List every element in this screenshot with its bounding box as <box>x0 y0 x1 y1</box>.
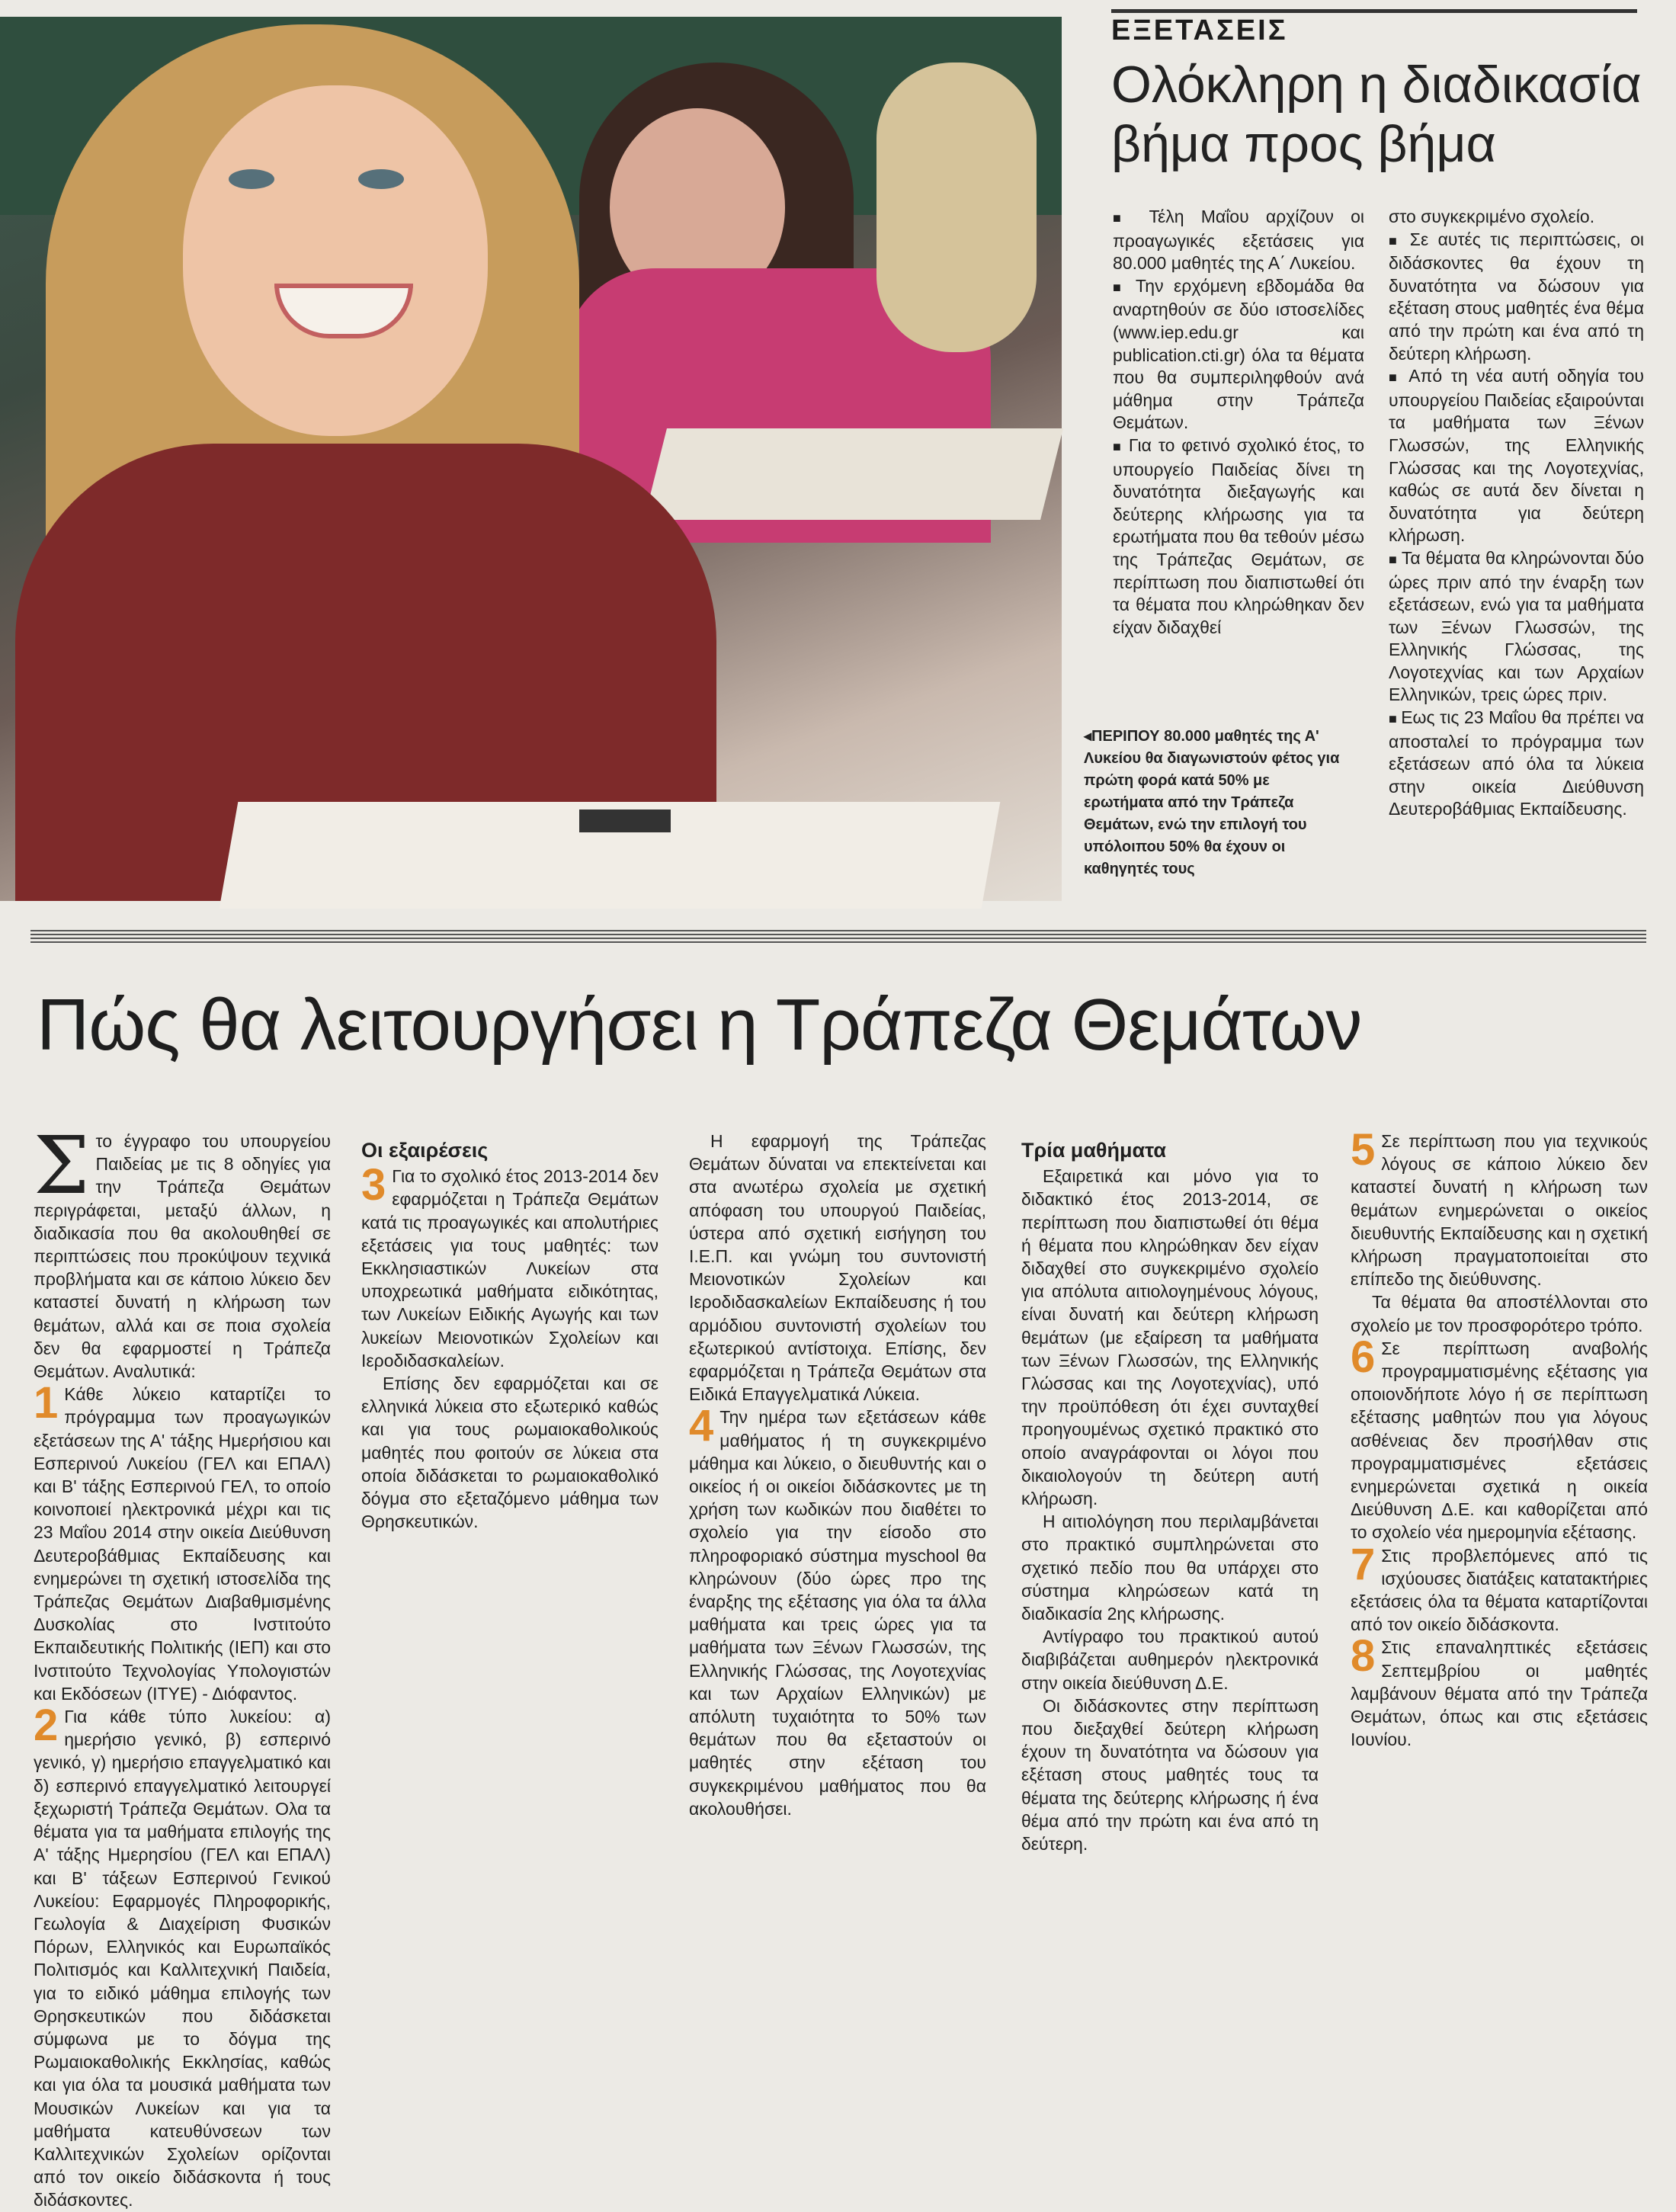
article-column-3 <box>689 1130 986 1938</box>
paragraph: Η αιτιολόγηση που περιλαμβάνεται στο πρακτικό συμπληρώνεται στο σχετικό πεδίο που θα υπάρχει στο σύστημα κληρώσεων κατά τη διαδικασία 2ης κλήρωσης. <box>1021 1512 1319 1624</box>
item-number: 8 <box>1351 1631 1376 1681</box>
article-column-5 <box>1351 1125 1648 1938</box>
item-text: Την ημέρα των εξετάσεων κάθε μαθήματος ή τη συγκεκριμένο μάθημα και λύκειο, ο διευθυντής και ο οικείος ή οι οικείοι διδάσκοντες με τη χρήση των κωδικών που διαθέτει το σχολείο για την είσοδο στο πληροφοριακό σύστημα myschool θα κληρώνουν (δύο ώρες προ της έναρξης της εξέτασης για όλα τα άλλα μαθήματα και τρεις ώρες για τα μαθήματα των Ξένων Γλωσσών, της Ελληνικής Γλώσσας, της Λογοτεχνίας και των Αρχαίων Ελληνικών) με απόλυτη τυχαιότητα το 50% των θεμάτων που θα εξεταστούν οι μαθητές στην εξέταση του συγκεκριμένου μαθήματος που θα ακολουθήσει. <box>689 1407 986 1819</box>
side-bullet: ■ Για το φετινό σχολικό έτος, το υπουργείο Παιδείας δίνει τη δυνατότητα διεξαγωγής και δεύτερης κλήρωσης για τα ερωτήματα που θα τεθούν μέσω της Τράπεζας Θεμάτων, σε περίπτωση που διαπιστωθεί ότι τα θέματα που κληρώθηκαν δεν είχαν διδαχθεί <box>1113 434 1364 639</box>
paragraph: Επίσης δεν εφαρμόζεται και σε ελληνικά λύκεια στο εξωτερικό καθώς και για τους ρωμαιοκαθολικούς μαθητές που φοιτούν σε λύκεια στα οποία διδάσκεται το ρωμαιοκαθολικό δόγμα στο εξεταζόμενο μάθημα των Θρησκευτικών. <box>361 1374 659 1532</box>
main-headline: Πώς θα λειτουργήσει η Τράπεζα Θεμάτων <box>37 984 1362 1066</box>
photo-caption: ◂ ΠΕΡΙΠΟΥ 80.000 μαθητές της Α' Λυκείου θα διαγωνιστούν φέτος για πρώτη φορά κατά 50% με ερωτήματα από την Τράπεζα Θεμάτων, ενώ την επιλογή του υπόλοιπου 50% θα έχουν οι καθηγητές τους <box>1084 726 1343 880</box>
item-number: 7 <box>1351 1539 1376 1589</box>
side-bullet: ■ Την ερχόμενη εβδομάδα θα αναρτηθούν σε δύο ιστοσελίδες (www.iep.edu.gr και publication.cti.gr) όλα τα θέματα που θα συμπεριληφθούν ανά μάθημα στην Τράπεζα Θεμάτων. <box>1113 275 1364 434</box>
paragraph: Αντίγραφο του πρακτικού αυτού διαβιβάζεται αυθημερόν ηλεκτρονικά στην οικεία διεύθυνση Δ.Ε. <box>1021 1627 1319 1693</box>
item-text: Σε περίπτωση που για τεχνικούς λόγους σε κάποιο λύκειο δεν καταστεί δυνατή η κλήρωση των θεμάτων ενημερώνεται ο οικείος διευθυντής Εκπαίδευσης και η σχετική κλήρωση πραγματοποιείται στο επίπεδο της διεύθυνσης. <box>1351 1131 1648 1290</box>
classroom-photo <box>0 17 1062 901</box>
intro-paragraph: το έγγραφο του υπουργείου Παιδείας με τις 8 οδηγίες για την Τράπεζα Θεμάτων περιγράφεται, μεταξύ άλλων, η διαδικασία που θα ακολουθηθεί σε περιπτώσεις που προκύψουν τεχνικά προβλήματα και σε κάποιο λύκειο δεν καταστεί δυνατή η κλήρωση των θεμάτων, αλλά και σε ποια σχολεία δεν θα εφαρμοστεί η Τράπεζα Θεμάτων. Αναλυτικά: <box>34 1131 331 1382</box>
item-number: 6 <box>1351 1332 1376 1382</box>
item-text: Στις προβλεπόμενες από τις ισχύουσες διατάξεις κατατακτήριες εξετάσεις όλα τα θέματα καταρτίζονται από τον οικείο διδάσκοντα. <box>1351 1545 1648 1635</box>
subheading: Τρία μαθήματα <box>1021 1139 1167 1162</box>
subheading: Οι εξαιρέσεις <box>361 1139 489 1162</box>
side-bullet: ■ Τέλη Μαΐου αρχίζουν οι προαγωγικές εξετάσεις για 80.000 μαθητές της Α΄ Λυκείου. <box>1113 206 1364 275</box>
section-kicker: ΕΞΕΤΑΣΕΙΣ <box>1111 9 1637 47</box>
item-text: Για το σχολικό έτος 2013-2014 δεν εφαρμόζεται η Τράπεζα Θεμάτων κατά τις προαγωγικές και απολυτήριες εξετάσεις για τους μαθητές: των Εκκλησιαστικών Λυκείων στα υποχρεωτικά μαθήματα ειδικότητας, των Λυκείων Ειδικής Αγωγής και των λυκείων Μειονοτικών Σχολείων και Ιεροδιδασκαλείων. <box>361 1166 659 1370</box>
side-column-1 <box>1113 206 1364 639</box>
paragraph: Τα θέματα θα αποστέλλονται στο σχολείο με τον προσφορότερο τρόπο. <box>1351 1292 1648 1335</box>
item-number: 5 <box>1351 1125 1376 1175</box>
side-bullet: ■ Σε αυτές τις περιπτώσεις, οι διδάσκοντες θα έχουν τη δυνατότητα να δώσουν για εξέταση στους μαθητές ένα θέμα από την πρώτη και ένα από τη δεύτερη κλήρωση. <box>1389 229 1644 366</box>
side-bullet: ■ Εως τις 23 Μαΐου θα πρέπει να αποσταλεί το πρόγραμμα των εξετάσεων από όλα τα λύκεια στην οικεία Διεύθυνση Δευτεροβάθμιας Εκπαίδευσης. <box>1389 707 1644 821</box>
item-text: Σε περίπτωση αναβολής προγραμματισμένης εξέτασης για οποιονδήποτε λόγο ή σε περίπτωση εξέτασης μαθητών που για λόγους ασθένειας δεν προσήλθαν στις προγραμματισμένες εξετάσεις ενημερώνεται σχετικά η οικεία Διεύθυνση Δ.Ε. και καθορίζεται από το σχολείο νέα ημερομηνία εξέτασης. <box>1351 1338 1648 1543</box>
paragraph: Εξαιρετικά και μόνο για το διδακτικό έτος 2013-2014, σε περίπτωση που διαπιστωθεί ότι θέμα ή θέματα που κληρώθηκαν δεν είχαν διδαχθεί στο συγκεκριμένο σχολείο για απόλυτα αιτιολογημένους λόγους, είναι δυνατή και δεύτερη κλήρωση θεμάτων (με εξαίρεση τα μαθήματα των Ξένων Γλωσσών, της Ελληνικής Γλώσσας και της Λογοτεχνίας), υπό την προϋπόθεση ότι έχει συνταχθεί προηγουμένως σχετικό πρακτικό στο οποίο αναγράφονται οι λόγοι που δικαιολογούν τη δεύτερη αυτή κλήρωση. <box>1021 1166 1319 1509</box>
side-column-2 <box>1389 206 1644 821</box>
paragraph: Η εφαρμογή της Τράπεζας Θεμάτων δύναται να επεκτείνεται και στα ανωτέρω σχολεία με σχετική απόφαση του υπουργού Παιδείας, ύστερα από σχετική εισήγηση του Ι.Ε.Π. και γνώμη του συντονιστή Μειονοτικών Σχολείων και Ιεροδιδασκαλείων Εκπαίδευσης ή του αρμόδιου συντονιστή σχολείων του εξωτερικού αντίστοιχα. Επίσης, δεν εφαρμόζεται η Τράπεζα Θεμάτων στα Ειδικά Επαγγελματικά Λύκεια. <box>689 1131 986 1405</box>
drop-cap: Σ <box>34 1119 90 1212</box>
side-continuation: στο συγκεκριμένο σχολείο. <box>1389 207 1595 226</box>
side-bullet: ■ Τα θέματα θα κληρώνονται δύο ώρες πριν από την έναρξη των εξετάσεων, ενώ για τα μαθήματα των Ξένων Γλωσσών, της Ελληνικής Γλώσσας, της Λογοτεχνίας και των Αρχαίων Ελληνικών, τρεις ώρες πριν. <box>1389 547 1644 707</box>
article-column-4 <box>1021 1130 1319 1938</box>
item-number: 1 <box>34 1378 59 1428</box>
item-text: Κάθε λύκειο καταρτίζει το πρόγραμμα των προαγωγικών εξετάσεων της Α' τάξης Ημερήσιου και Εσπερινού Λυκείου (ΓΕΛ και ΕΠΑΛ) και Β' τάξης Εσπερινού ΓΕΛ, το οποίο κοινοποιεί ηλεκτρονικά μέχρι και τις 23 Μαΐου 2014 στην οικεία Διεύθυνση Δευτεροβάθμιας Εκπαίδευσης και ενημερώνει τη σχετική ιστοσελίδα της Τράπεζας Θεμάτων Διαβαθμισμένης Δυσκολίας στο Ινστιτούτο Εκπαιδευτικής Πολιτικής (ΙΕΠ) και στο Ινστιτούτο Τεχνολογίας Υπολογιστών και Εκδόσεων (ΙΤΥΕ) - Διόφαντος. <box>34 1384 331 1704</box>
item-number: 2 <box>34 1701 59 1751</box>
paragraph: Οι διδάσκοντες στην περίπτωση που διεξαχθεί δεύτερη κλήρωση έχουν τη δυνατότητα να δώσουν για εξέταση στους μαθητές τους τα θέματα της δεύτερης κλήρωσης ή ένα θέμα από την πρώτη και ένα από τη δεύτερη. <box>1021 1695 1319 1855</box>
article-column-1 <box>34 1119 331 2210</box>
item-number: 4 <box>689 1401 714 1451</box>
item-text: Στις επαναληπτικές εξετάσεις Σεπτεμβρίου οι μαθητές λαμβάνουν θέματα από την Τράπεζα Θεμάτων, όπως και στις εξετάσεις Ιουνίου. <box>1351 1637 1648 1750</box>
side-bullet: ■ Από τη νέα αυτή οδηγία του υπουργείου Παιδείας εξαιρούνται τα μαθήματα των Ξένων Γλωσσών, της Ελληνικής Γλώσσας και της Λογοτεχνίας, καθώς σε αυτά δεν δίνεται η δυνατότητα για δεύτερη κλήρωση. <box>1389 365 1644 547</box>
article-column-2 <box>361 1130 659 1938</box>
item-text: Για κάθε τύπο λυκείου: α) ημερήσιο γενικό, β) εσπερινό γενικό, γ) ημερήσιο επαγγελματικό και δ) εσπερινό επαγγελματικό λειτουργεί ξεχωριστή Τράπεζα Θεμάτων. Ολα τα θέματα για τα μαθήματα επιλογής της Α' τάξης Ημερησίου (ΓΕΛ και ΕΠΑΛ) και Β' τάξεων Εσπερινού Γενικού Λυκείου: Εφαρμογές Πληροφορικής, Γεωλογία & Διαχείριση Φυσικών Πόρων, Ελληνικός και Ευρωπαϊκός Πολιτισμός και Καλλιτεχνική Παιδεία, για το ειδικό μάθημα επιλογής των Θρησκευτικών που διδάσκεται σύμφωνα με το δόγμα της Ρωμαιοκαθολικής Εκκλησίας, καθώς και για όλα τα μουσικά μαθήματα των Μουσικών Λυκείων και για τα μαθήματα κατευθύνσεων των Καλλιτεχνικών Σχολείων ορίζονται από τον οικείο διδάσκοντα ή τους διδάσκοντες. <box>34 1707 331 2210</box>
side-headline: Ολόκληρη η διαδικασία βήμα προς βήμα <box>1111 56 1642 173</box>
section-divider <box>30 930 1646 945</box>
item-number: 3 <box>361 1160 386 1210</box>
